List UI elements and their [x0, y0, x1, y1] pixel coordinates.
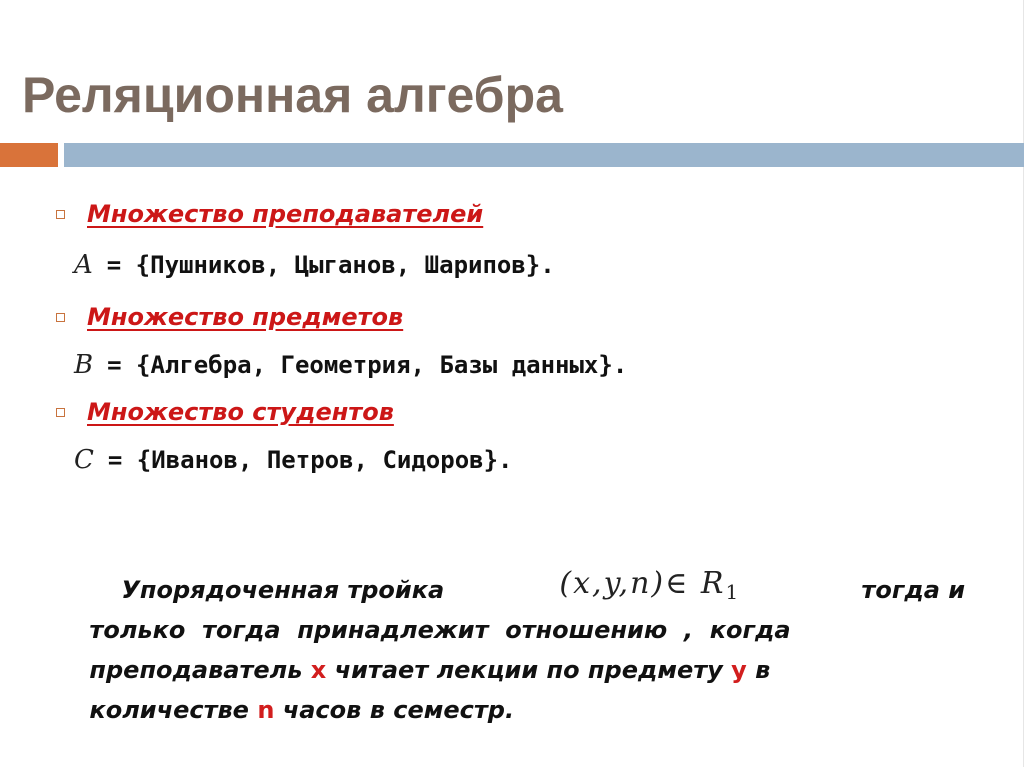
set-heading-teachers [56, 200, 483, 228]
paragraph-text: количестве [89, 696, 258, 724]
set-heading-students [56, 398, 394, 426]
set-heading-label: Множество студентов [87, 398, 394, 426]
set-variable: B [74, 350, 94, 380]
set-definition-subjects [74, 350, 627, 380]
set-variable: C [74, 445, 94, 475]
paragraph-text: тогда и [861, 576, 966, 604]
set-definition-teachers [74, 250, 555, 280]
bullet-square-icon [56, 408, 65, 417]
paragraph-text: Упорядоченная тройка [121, 576, 445, 604]
title-accent-blue-bar [64, 143, 1024, 167]
set-definition-students [74, 445, 512, 475]
highlight-x: x [310, 656, 327, 684]
formula-text: (x,y,n)∈ R [559, 566, 726, 601]
set-variable: A [74, 250, 93, 280]
highlight-n: n [257, 696, 275, 724]
paragraph-line-1-end [828, 530, 965, 650]
set-heading-label: Множество предметов [87, 303, 404, 331]
formula-subscript: 1 [725, 580, 741, 604]
paragraph-text: в [746, 656, 771, 684]
paragraph-text: читает лекции по предмету [326, 656, 732, 684]
paragraph-text: только тогда принадлежит отношению , когда [89, 616, 791, 644]
bullet-square-icon [56, 313, 65, 322]
paragraph-text: преподаватель [89, 656, 311, 684]
title-accent-orange-bar [0, 143, 58, 167]
highlight-y: y [731, 656, 747, 684]
set-members: = {Алгебра, Геометрия, Базы данных}. [107, 351, 628, 379]
relation-paragraph [56, 530, 966, 724]
set-heading-label: Множество преподавателей [87, 200, 484, 228]
paragraph-line-4 [56, 650, 514, 770]
set-members: = {Иванов, Петров, Сидоров}. [107, 446, 513, 474]
paragraph-text: часов в семестр. [274, 696, 515, 724]
slide-title: Реляционная алгебра [22, 67, 563, 123]
set-heading-subjects [56, 303, 403, 331]
set-members: = {Пушников, Цыганов, Шарипов}. [106, 251, 555, 279]
bullet-square-icon [56, 210, 65, 219]
